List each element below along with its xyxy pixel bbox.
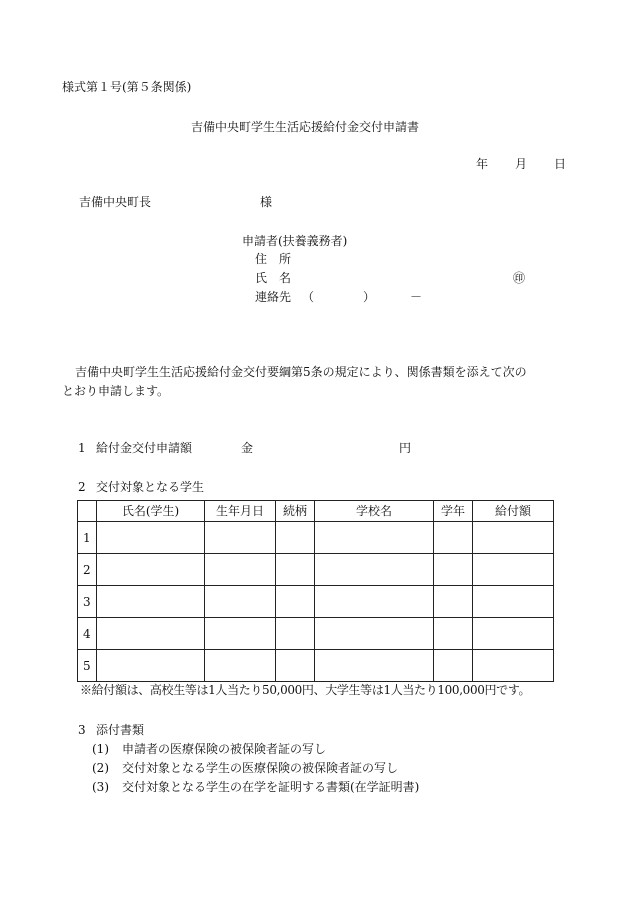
row-number: 3 [78,586,97,618]
item-1-unit: 円 [399,441,412,455]
header-birthdate: 生年月日 [205,501,276,522]
addressee-name: 吉備中央町長 [79,195,152,209]
attachment-text-1: 申請者の医療保険の被保険者証の写し [122,742,327,756]
row-number: 2 [78,554,97,586]
cell-student-name[interactable] [97,522,205,554]
cell-relationship[interactable] [276,522,315,554]
benefit-note: ※給付額は、高校生等は1人当たり50,000円、大学生等は1人当たり100,000円です。 [80,683,531,697]
item-3-label: 添付書類 [96,723,145,737]
student-table [77,500,554,682]
cell-benefit-amount[interactable] [473,650,554,682]
attachment-number-1: (1) [92,742,109,756]
table-row [78,618,554,650]
header-grade: 学年 [434,501,473,522]
header-number [78,501,97,522]
header-school-name: 学校名 [315,501,434,522]
addressee-honorific: 様 [260,195,273,209]
cell-birthdate[interactable] [205,522,276,554]
row-number: 1 [78,522,97,554]
header-benefit-amount: 給付額 [473,501,554,522]
cell-student-name[interactable] [97,554,205,586]
cell-student-name[interactable] [97,618,205,650]
attachment-number-2: (2) [92,761,109,775]
date-day: 日 [554,157,567,171]
address-label: 住 所 [255,252,292,266]
contact-paren-open: （ [302,290,315,304]
cell-birthdate[interactable] [205,618,276,650]
attachment-text-3: 交付対象となる学生の在学を証明する書類(在学証明書) [122,780,420,794]
cell-school-name[interactable] [315,554,434,586]
item-1-number: 1 [78,441,86,455]
cell-grade[interactable] [434,554,473,586]
cell-school-name[interactable] [315,522,434,554]
item-2-label: 交付対象となる学生 [96,480,205,494]
table-row [78,522,554,554]
date-month: 月 [515,157,528,171]
cell-benefit-amount[interactable] [473,522,554,554]
cell-birthdate[interactable] [205,554,276,586]
body-line-1: 吉備中央町学生生活応援給付金交付要綱第5条の規定により、関係書類を添えて次の [75,365,527,379]
header-student-name: 氏名(学生) [97,501,205,522]
cell-student-name[interactable] [97,650,205,682]
name-label: 氏 名 [255,271,292,285]
cell-grade[interactable] [434,522,473,554]
attachment-number-3: (3) [92,780,109,794]
table-row [78,554,554,586]
cell-student-name[interactable] [97,586,205,618]
row-number: 4 [78,618,97,650]
cell-grade[interactable] [434,618,473,650]
cell-benefit-amount[interactable] [473,586,554,618]
table-header-row [78,501,554,522]
body-line-2: とおり申請します。 [62,384,170,398]
header-relationship: 続柄 [276,501,315,522]
cell-benefit-amount[interactable] [473,554,554,586]
cell-birthdate[interactable] [205,586,276,618]
contact-paren-close: ） [363,290,376,304]
date-year: 年 [476,157,489,171]
cell-relationship[interactable] [276,650,315,682]
table-row [78,650,554,682]
cell-school-name[interactable] [315,650,434,682]
attachment-text-2: 交付対象となる学生の医療保険の被保険者証の写し [122,761,399,775]
cell-relationship[interactable] [276,554,315,586]
item-3-number: 3 [78,723,86,737]
item-2-number: 2 [78,480,86,494]
document-title: 吉備中央町学生生活応援給付金交付申請書 [191,120,420,134]
contact-dash: － [410,290,423,304]
cell-birthdate[interactable] [205,650,276,682]
cell-school-name[interactable] [315,618,434,650]
cell-grade[interactable] [434,586,473,618]
cell-relationship[interactable] [276,586,315,618]
cell-relationship[interactable] [276,618,315,650]
cell-school-name[interactable] [315,586,434,618]
item-1-label: 給付金交付申請額 [96,441,193,455]
cell-grade[interactable] [434,650,473,682]
contact-label: 連絡先 [255,290,292,304]
item-1-prefix: 金 [241,441,254,455]
seal-mark: ㊞ [513,271,526,285]
cell-benefit-amount[interactable] [473,618,554,650]
row-number: 5 [78,650,97,682]
applicant-heading: 申請者(扶養義務者) [242,234,348,248]
table-row [78,586,554,618]
form-number: 様式第１号(第５条関係) [62,80,192,94]
